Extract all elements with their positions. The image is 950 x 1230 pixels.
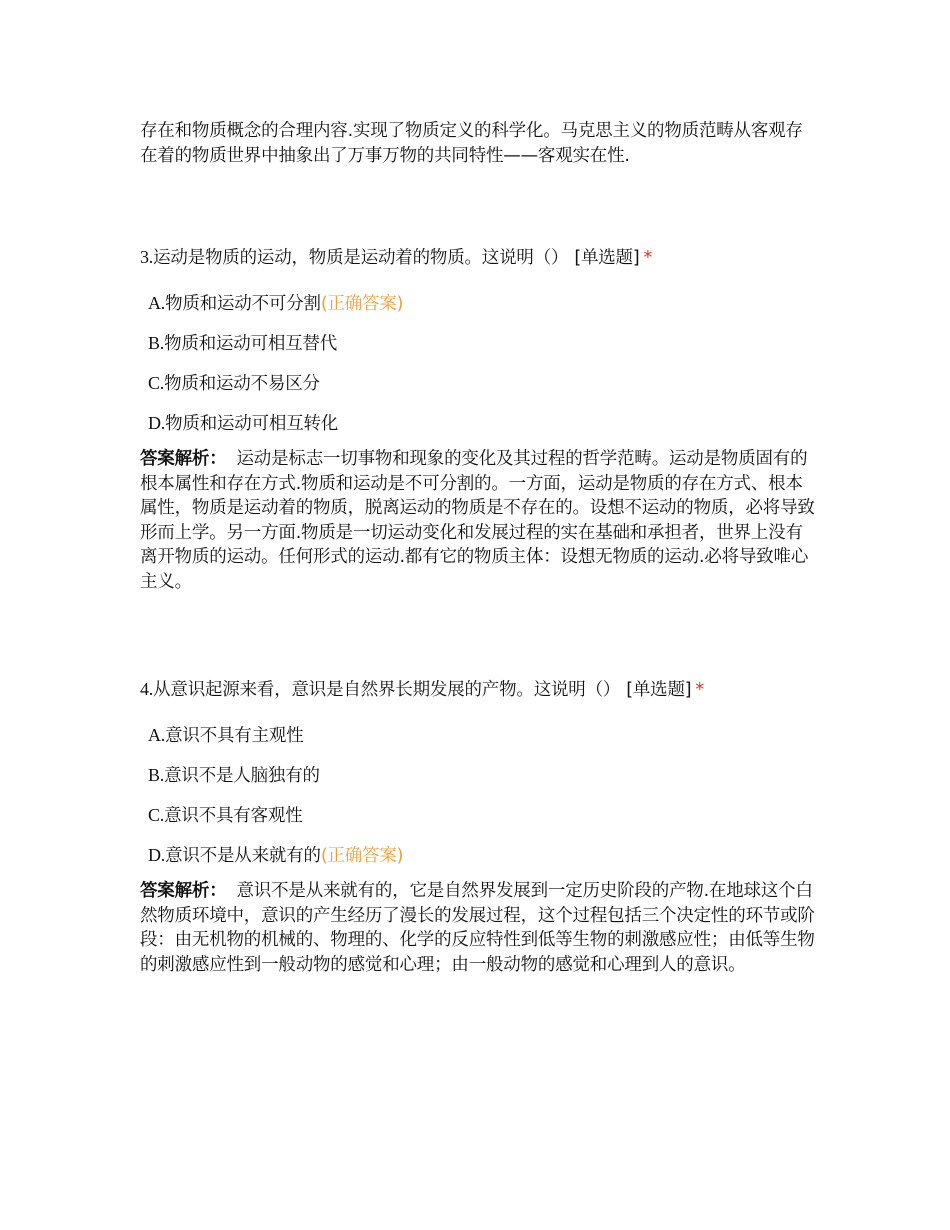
option-letter: A. [148, 293, 166, 313]
option-text: 意识不具有主观性 [165, 726, 304, 746]
option-b[interactable] [148, 762, 820, 788]
question-type: [单选题] [626, 680, 692, 700]
option-letter: B. [148, 765, 165, 785]
option-letter: D. [148, 413, 166, 433]
question-number: 3. [140, 247, 154, 267]
option-letter: D. [148, 845, 166, 865]
option-letter: C. [148, 373, 165, 393]
analysis-label: 答案解析： [140, 449, 227, 469]
option-text: 意识不是从来就有的 [165, 846, 321, 866]
option-text: 物质和运动不易区分 [164, 374, 320, 394]
option-letter: C. [148, 805, 165, 825]
option-text: 物质和运动不可分割 [165, 294, 321, 314]
question-title [140, 244, 820, 270]
option-text: 意识不是人脑独有的 [164, 766, 320, 786]
option-letter: B. [148, 333, 165, 353]
option-d[interactable] [148, 410, 820, 436]
required-mark: * [695, 680, 704, 700]
option-c[interactable] [148, 802, 820, 828]
option-a[interactable] [148, 290, 820, 316]
option-text: 物质和运动可相互替代 [164, 334, 338, 354]
question-4 [140, 676, 820, 977]
analysis-label: 答案解析： [140, 881, 227, 901]
analysis-text: 意识不是从来就有的，它是自然界发展到一定历史阶段的产物.在地球这个白然物质环境中，意识的产生经历了漫长的发展过程，这个过程包括三个决定性的环节或阶段：由无机物的机械的、物理的、化学的反应特性到低等生物的刺激感应性；由低等生物的刺激感应性到一般动物的感觉和心理；由一般动物的感觉和心理到人的意识。 [140, 881, 815, 975]
answer-analysis [140, 879, 820, 977]
intro-paragraph: 存在和物质概念的合理内容.实现了物质定义的科学化。马克思主义的物质范畴从客观存在着的物质世界中抽象出了万事万物的共同特性——客观实在性. [140, 121, 803, 166]
question-title [140, 676, 820, 702]
option-c[interactable] [148, 370, 820, 396]
question-type: [单选题] [574, 248, 640, 268]
answer-analysis [140, 447, 820, 594]
options-list [148, 290, 820, 436]
question-3 [140, 244, 820, 594]
option-d[interactable] [148, 842, 820, 868]
analysis-text: 运动是标志一切事物和现象的变化及其过程的哲学范畴。运动是物质固有的根本属性和存在方式.物质和运动是不可分割的。一方面，运动是物质的存在方式、根本属性，物质是运动着的物质，脱离运动的物质是不存在的。设想不运动的物质，必将导致形而上学。另一方面.物质是一切运动变化和发展过程的实在基础和承担者，世界上没有离开物质的运动。任何形式的运动.都有它的物质主体：设想无物质的运动.必将导致唯心主义。 [140, 449, 815, 592]
option-text: 意识不具有客观性 [164, 806, 303, 826]
required-mark: * [643, 248, 653, 268]
option-a[interactable] [148, 722, 820, 748]
option-letter: A. [148, 725, 166, 745]
question-text: 运动是物质的运动，物质是运动着的物质。这说明（） [153, 248, 569, 268]
question-text: 从意识起源来看，意识是自然界长期发展的产物。这说明（） [153, 680, 621, 700]
options-list [148, 722, 820, 868]
option-b[interactable] [148, 330, 820, 356]
question-number: 4. [140, 679, 154, 699]
correct-answer-tag: (正确答案) [320, 294, 404, 314]
correct-answer-tag: (正确答案) [320, 846, 404, 866]
option-text: 物质和运动可相互转化 [165, 414, 339, 434]
